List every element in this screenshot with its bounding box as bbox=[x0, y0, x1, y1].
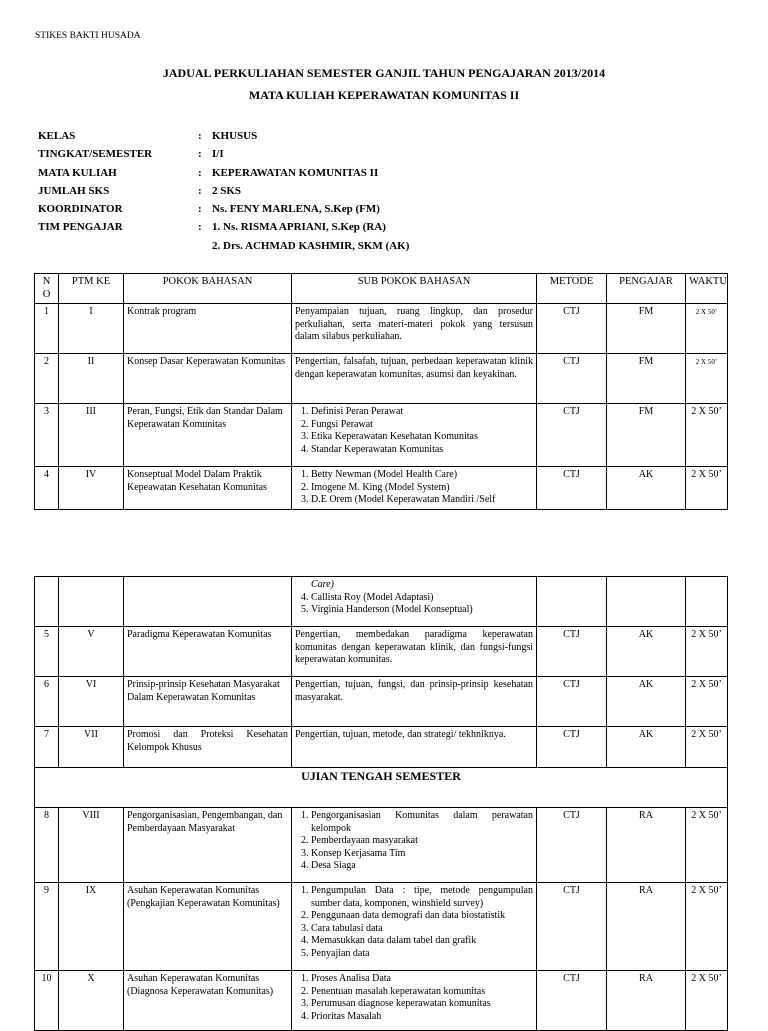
cell-pokok: Pengorganisasian, Pengembangan, dan Pemberdayaan Masyarakat bbox=[124, 808, 292, 883]
info-row-tim-pengajar-2 bbox=[38, 237, 632, 255]
cell-metode: CTJ bbox=[537, 677, 607, 727]
list-item: 1. Betty Newman (Model Health Care) bbox=[311, 469, 533, 482]
info-label: KELAS bbox=[38, 130, 76, 142]
cell-pokok: Prinsip-prinsip Kesehatan Masyarakat Dalam Keperawatan Komunitas bbox=[124, 677, 292, 727]
info-row-koordinator bbox=[38, 200, 632, 218]
cell-ptm: VII bbox=[59, 727, 124, 768]
info-value: 1. Ns. RISMA APRIANI, S.Kep (RA) bbox=[212, 221, 386, 234]
cell-sub bbox=[292, 404, 537, 467]
cell-metode bbox=[537, 577, 607, 627]
cell-metode: CTJ bbox=[537, 883, 607, 971]
cell-pengajar: RA bbox=[607, 808, 686, 883]
cell-pengajar: FM bbox=[607, 304, 686, 354]
info-label: TINGKAT/SEMESTER bbox=[38, 148, 153, 161]
cell-sub: Pengertian, membedakan paradigma keperawatan komunitas dengan keperawatan klinik, dan fungsi-fungsi keperawatan komunitas. bbox=[292, 627, 537, 677]
info-separator: : bbox=[198, 184, 202, 197]
cell-ptm: IV bbox=[59, 467, 124, 510]
course-info bbox=[38, 127, 632, 255]
cell-waktu: 2 X 50’ bbox=[686, 808, 728, 883]
schedule-table-part-1 bbox=[34, 273, 728, 510]
cell-metode: CTJ bbox=[537, 304, 607, 354]
info-separator: : bbox=[198, 130, 202, 142]
cell-pengajar: AK bbox=[607, 467, 686, 510]
list-item: 4. Standar Keperawatan Komunitas bbox=[311, 444, 533, 457]
cell-waktu: 2 X 50’ bbox=[686, 404, 728, 467]
cell-pengajar: AK bbox=[607, 627, 686, 677]
col-header-ptm: PTM KE bbox=[59, 274, 124, 304]
cell-pokok: Asuhan Keperawatan Komunitas (Pengkajian Keperawatan Komunitas) bbox=[124, 883, 292, 971]
cell-metode: CTJ bbox=[537, 354, 607, 404]
continuation-line: Care) bbox=[311, 579, 334, 590]
info-label: KOORDINATOR bbox=[38, 203, 123, 216]
document-subtitle: MATA KULIAH KEPERAWATAN KOMUNITAS II bbox=[248, 88, 520, 102]
list-item: 4. Callista Roy (Model Adaptasi) bbox=[311, 592, 533, 605]
midterm-exam-row bbox=[35, 768, 728, 808]
cell-metode: CTJ bbox=[537, 808, 607, 883]
cell-pengajar bbox=[607, 577, 686, 627]
cell-ptm: II bbox=[59, 354, 124, 404]
list-item: 2. Imogene M. King (Model System) bbox=[311, 482, 533, 495]
table-header-row bbox=[35, 274, 728, 304]
cell-ptm: I bbox=[59, 304, 124, 354]
list-item: 3. D.E Orem (Model Keperawatan Mandiri /Self bbox=[311, 494, 533, 507]
cell-ptm: X bbox=[59, 971, 124, 1031]
table-row bbox=[35, 971, 728, 1031]
cell-no: 4 bbox=[35, 467, 59, 510]
cell-sub: Penyampaian tujuan, ruang lingkup, dan prosedur perkuliahan, serta materi-materi pokok yang tersusun dalam silabus perkuliahan. bbox=[292, 304, 537, 354]
cell-no: 7 bbox=[35, 727, 59, 768]
cell-no bbox=[35, 577, 59, 627]
cell-pokok: Asuhan Keperawatan Komunitas (Diagnosa Keperawatan Komunitas) bbox=[124, 971, 292, 1031]
cell-metode: CTJ bbox=[537, 971, 607, 1031]
schedule-table-part-2 bbox=[34, 576, 728, 1031]
info-label: MATA KULIAH bbox=[38, 166, 117, 179]
info-value: I/I bbox=[212, 148, 224, 161]
cell-pengajar: AK bbox=[607, 677, 686, 727]
list-item: 2. Pemberdayaan masyarakat bbox=[311, 835, 533, 848]
cell-sub bbox=[292, 883, 537, 971]
info-separator: : bbox=[198, 166, 202, 179]
cell-sub bbox=[292, 467, 537, 510]
col-header-pengajar: PENGAJAR bbox=[607, 274, 686, 304]
cell-pengajar: FM bbox=[607, 404, 686, 467]
cell-waktu: 2 X 50’ bbox=[686, 627, 728, 677]
cell-waktu bbox=[686, 577, 728, 627]
list-item: 4. Memasukkan data dalam tabel dan grafik bbox=[311, 935, 533, 948]
institution-name: STIKES BAKTI HUSADA bbox=[35, 31, 141, 41]
cell-waktu: 2 X 50’ bbox=[686, 883, 728, 971]
sub-list bbox=[295, 592, 533, 617]
list-item: 1. Pengorganisasian Komunitas dalam perawatan kelompok bbox=[311, 810, 533, 835]
info-row-sks bbox=[38, 182, 632, 200]
cell-no: 8 bbox=[35, 808, 59, 883]
list-item: 1. Proses Analisa Data bbox=[311, 973, 533, 986]
info-separator: : bbox=[198, 221, 202, 234]
cell-metode: CTJ bbox=[537, 727, 607, 768]
sub-list bbox=[295, 973, 533, 1023]
list-item: 5. Penyajian data bbox=[311, 948, 533, 961]
sub-list bbox=[295, 810, 533, 873]
list-item: 3. Etika Keperawatan Kesehatan Komunitas bbox=[311, 431, 533, 444]
document-title: JADUAL PERKULIAHAN SEMESTER GANJIL TAHUN PENGAJARAN 2013/2014 bbox=[162, 66, 606, 80]
cell-no: 5 bbox=[35, 627, 59, 677]
cell-pokok: Promosi dan Proteksi Kesehatan Kelompok Khusus bbox=[124, 727, 292, 768]
list-item: 1. Definisi Peran Perawat bbox=[311, 406, 533, 419]
table-row bbox=[35, 304, 728, 354]
info-row-mata-kuliah bbox=[38, 164, 632, 182]
cell-ptm: IX bbox=[59, 883, 124, 971]
cell-pokok: Konsep Dasar Keperawatan Komunitas bbox=[124, 354, 292, 404]
list-item: 2. Penentuan masalah keperawatan komunitas bbox=[311, 986, 533, 999]
cell-sub bbox=[292, 971, 537, 1031]
table-row-continuation bbox=[35, 577, 728, 627]
cell-pokok: Paradigma Keperawatan Komunitas bbox=[124, 627, 292, 677]
cell-no: 6 bbox=[35, 677, 59, 727]
table-row bbox=[35, 467, 728, 510]
cell-metode: CTJ bbox=[537, 467, 607, 510]
list-item: 4. Desa Siaga bbox=[311, 860, 533, 873]
cell-waktu: 2 X 50’ bbox=[686, 467, 728, 510]
cell-pokok: Peran, Fungsi, Etik dan Standar Dalam Keperawatan Komunitas bbox=[124, 404, 292, 467]
cell-pokok: Kontrak program bbox=[124, 304, 292, 354]
info-label: TIM PENGAJAR bbox=[38, 221, 123, 234]
list-item: 1. Pengumpulan Data : tipe, metode pengumpulan sumber data, komponen, winshield survey) bbox=[311, 885, 533, 910]
col-header-metode: METODE bbox=[537, 274, 607, 304]
list-item: 5. Virginia Handerson (Model Konseptual) bbox=[311, 604, 533, 617]
cell-sub bbox=[292, 808, 537, 883]
list-item: 3. Cara tabulasi data bbox=[311, 923, 533, 936]
info-separator: : bbox=[198, 203, 202, 216]
col-header-pokok: POKOK BAHASAN bbox=[124, 274, 292, 304]
col-header-waktu: WAKTU bbox=[686, 274, 728, 304]
cell-metode: CTJ bbox=[537, 627, 607, 677]
cell-pengajar: RA bbox=[607, 883, 686, 971]
cell-sub: Pengertian, falsafah, tujuan, perbedaan keperawatan klinik dengan keperawatan komunitas, asumsi dan keyakinan. bbox=[292, 354, 537, 404]
cell-no: 3 bbox=[35, 404, 59, 467]
cell-sub: Pengertian, tujuan, fungsi, dan prinsip-prinsip kesehatan masyarakat. bbox=[292, 677, 537, 727]
info-label: JUMLAH SKS bbox=[38, 184, 110, 197]
cell-pengajar: FM bbox=[607, 354, 686, 404]
cell-sub: Pengertian, tujuan, metode, dan strategi/ tekhniknya. bbox=[292, 727, 537, 768]
info-row-kelas bbox=[38, 127, 632, 145]
cell-pokok bbox=[124, 577, 292, 627]
list-item: 3. Konsep Kerjasama Tim bbox=[311, 848, 533, 861]
cell-waktu: 2 X 50’ bbox=[686, 971, 728, 1031]
info-value: KEPERAWATAN KOMUNITAS II bbox=[212, 166, 379, 179]
info-value: KHUSUS bbox=[212, 130, 258, 142]
table-row bbox=[35, 677, 728, 727]
midterm-exam-label: UJIAN TENGAH SEMESTER bbox=[35, 768, 728, 808]
info-value: Ns. FENY MARLENA, S.Kep (FM) bbox=[212, 203, 380, 216]
sub-list bbox=[295, 406, 533, 456]
list-item: 2. Penggunaan data demografi dan data biostatistik bbox=[311, 910, 533, 923]
cell-no: 2 bbox=[35, 354, 59, 404]
table-row bbox=[35, 727, 728, 768]
table-row bbox=[35, 354, 728, 404]
cell-ptm: VI bbox=[59, 677, 124, 727]
cell-no: 10 bbox=[35, 971, 59, 1031]
cell-pengajar: AK bbox=[607, 727, 686, 768]
cell-waktu: 2 X 50’ bbox=[686, 727, 728, 768]
cell-waktu: 2 X 50’ bbox=[686, 354, 728, 404]
col-header-no: N O bbox=[35, 274, 59, 304]
cell-waktu: 2 X 50’ bbox=[686, 304, 728, 354]
info-value: 2. Drs. ACHMAD KASHMIR, SKM (AK) bbox=[212, 239, 410, 252]
cell-metode: CTJ bbox=[537, 404, 607, 467]
table-row bbox=[35, 883, 728, 971]
list-item: 3. Perumusan diagnose keperawatan komunitas bbox=[311, 998, 533, 1011]
list-item: 4. Prioritas Masalah bbox=[311, 1011, 533, 1024]
info-value: 2 SKS bbox=[212, 184, 242, 197]
cell-ptm bbox=[59, 577, 124, 627]
info-row-tim-pengajar bbox=[38, 218, 632, 236]
cell-pokok: Konseptual Model Dalam Praktik Kepeawatan Kesehatan Komunitas bbox=[124, 467, 292, 510]
info-row-tingkat bbox=[38, 145, 632, 163]
col-header-sub: SUB POKOK BAHASAN bbox=[292, 274, 537, 304]
cell-ptm: V bbox=[59, 627, 124, 677]
cell-waktu: 2 X 50’ bbox=[686, 677, 728, 727]
table-row bbox=[35, 808, 728, 883]
cell-pengajar: RA bbox=[607, 971, 686, 1031]
table-row bbox=[35, 404, 728, 467]
sub-list bbox=[295, 885, 533, 960]
info-separator: : bbox=[198, 148, 202, 161]
cell-ptm: III bbox=[59, 404, 124, 467]
cell-ptm: VIII bbox=[59, 808, 124, 883]
cell-sub bbox=[292, 577, 537, 627]
cell-no: 9 bbox=[35, 883, 59, 971]
sub-list bbox=[295, 469, 533, 507]
table-row bbox=[35, 627, 728, 677]
cell-no: 1 bbox=[35, 304, 59, 354]
list-item: 2. Fungsi Perawat bbox=[311, 419, 533, 432]
